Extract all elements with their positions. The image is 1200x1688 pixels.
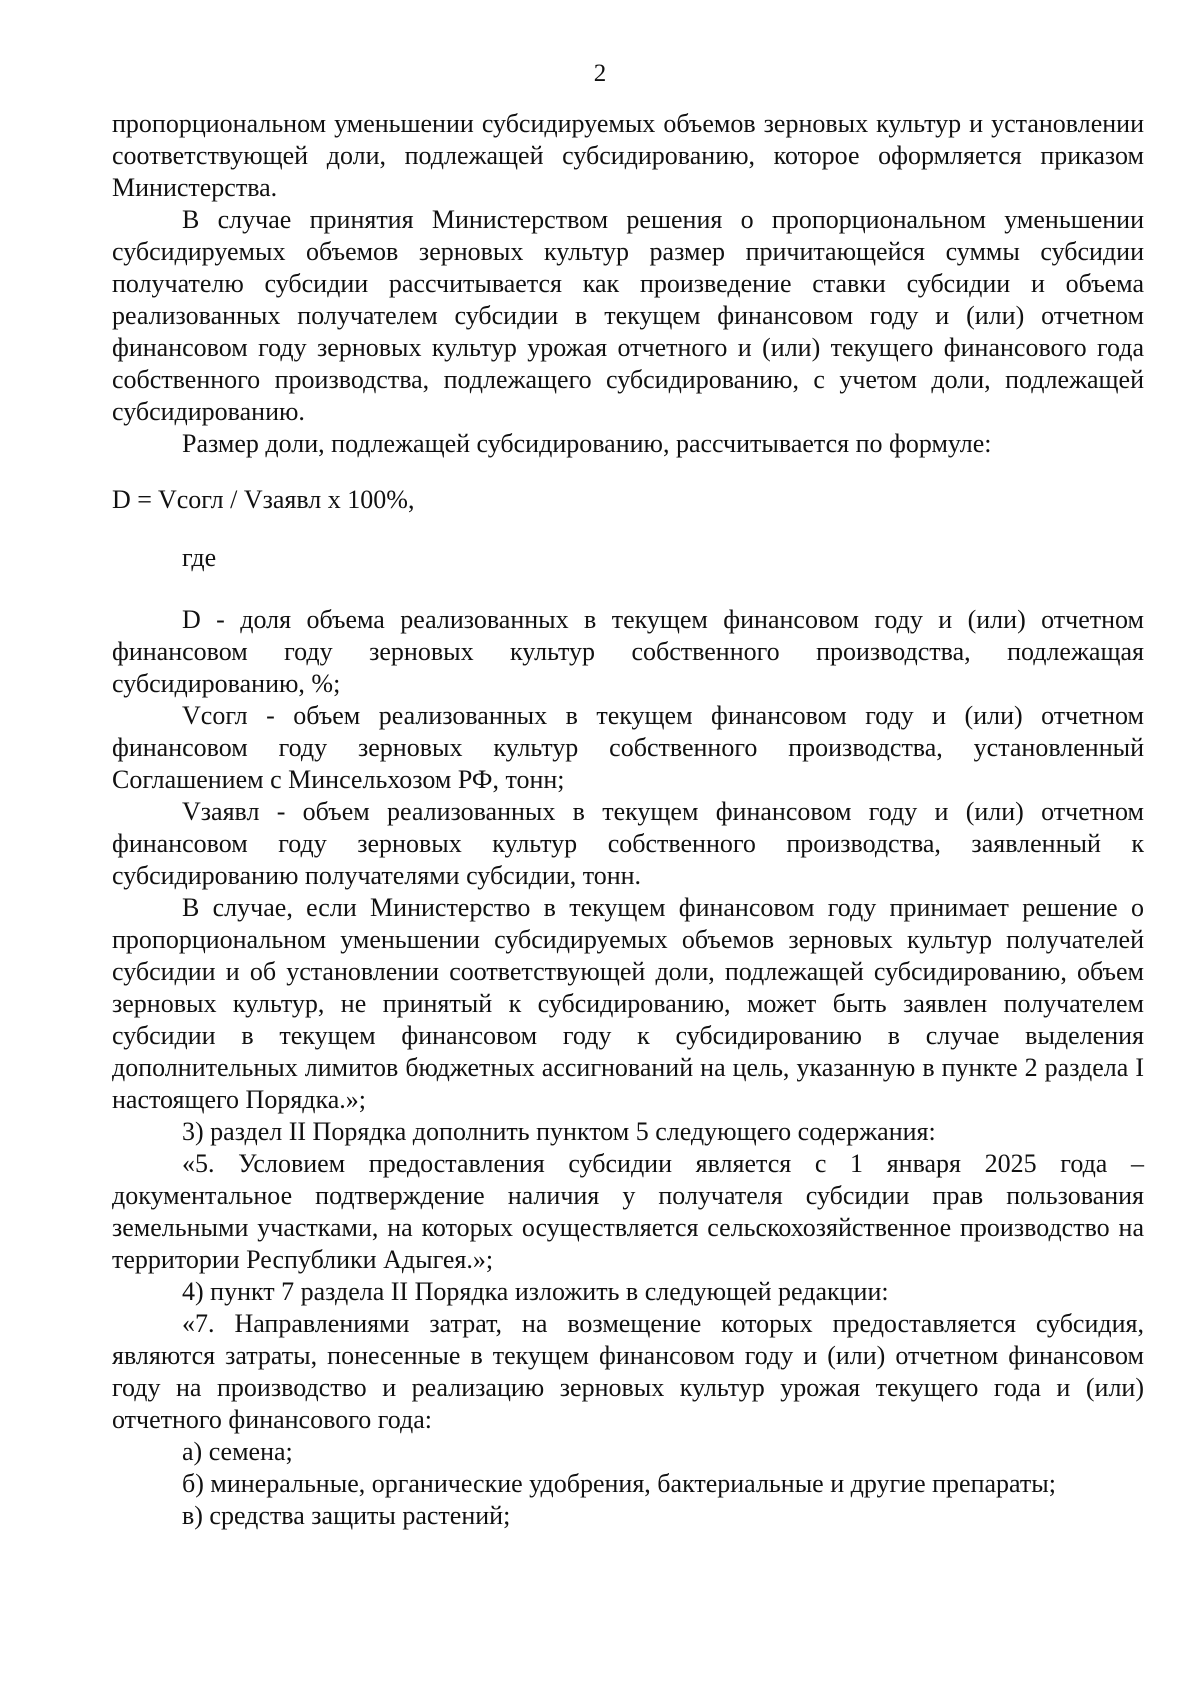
list-item-a: а) семена; [182,1437,293,1466]
paragraph-share-formula-intro: Размер доли, подлежащей субсидированию, рассчитывается по формуле: [182,429,992,458]
paragraph-clause-7: «7. Направлениями затрат, на возмещение которых предоставляется субсидия, являются затраты, понесенные в текущем финансовом году и (или) отчетном финансовом году на производство и реализацию зерновых культур урожая текущего года и (или) отчетного финансового года: [112,1309,1144,1434]
page-number: 2 [593,60,607,87]
paragraph-item-3: 3) раздел II Порядка дополнить пунктом 5 следующего содержания: [182,1117,936,1146]
definition-d: D - доля объема реализованных в текущем финансовом году и (или) отчетном финансовом году зерновых культур собственного производства, подлежащая субсидированию, %; [112,605,1144,698]
paragraph-clause-5: «5. Условием предоставления субсидии является с 1 января 2025 года – документальное подтверждение наличия у получателя субсидии прав пользования земельными участками, на которых осуществляется сельскохозяйственное производство на территории Республики Адыгея.»; [112,1149,1144,1274]
paragraph-continuation: пропорциональном уменьшении субсидируемых объемов зерновых культур и установлении соответствующей доли, подлежащей субсидированию, которое оформляется приказом Министерства. [112,109,1144,202]
list-item-v: в) средства защиты растений; [182,1501,511,1530]
paragraph-item-4: 4) пункт 7 раздела II Порядка изложить в следующей редакции: [182,1277,889,1306]
list-item-b: б) минеральные, органические удобрения, бактериальные и другие препараты; [182,1469,1056,1498]
paragraph-proportional-reduction: В случае принятия Министерством решения о пропорциональном уменьшении субсидируемых объемов зерновых культур размер причитающейся суммы субсидии получателю субсидии рассчитывается как произведение ставки субсидии и объема реализованных получателем субсидии в текущем финансовом году и (или) отчетном финансовом году зерновых культур урожая отчетного и (или) текущего финансового года собственного производства, подлежащего субсидированию, с учетом доли, подлежащей субсидированию. [112,205,1144,426]
definition-vsogl: Vсогл - объем реализованных в текущем финансовом году и (или) отчетном финансовом году зерновых культур собственного производства, установленный Соглашением с Минсельхозом РФ, тонн; [112,701,1144,794]
definition-vzayavl: Vзаявл - объем реализованных в текущем финансовом году и (или) отчетном финансовом году зерновых культур собственного производства, заявленный к субсидированию получателями субсидии, тонн. [112,797,1144,890]
formula: D = Vсогл / Vзаявл х 100%, [112,485,415,514]
paragraph-additional-limits: В случае, если Министерство в текущем финансовом году принимает решение о пропорциональном уменьшении субсидируемых объемов зерновых культур получателей субсидии и об установлении соответствующей доли, подлежащей субсидированию, объем зерновых культур, не принятый к субсидированию, может быть заявлен получателем субсидии в текущем финансовом году к субсидированию в случае выделения дополнительных лимитов бюджетных ассигнований на цель, указанную в пункте 2 раздела I настоящего Порядка.»; [112,893,1144,1114]
paragraph-where: где [182,543,217,572]
